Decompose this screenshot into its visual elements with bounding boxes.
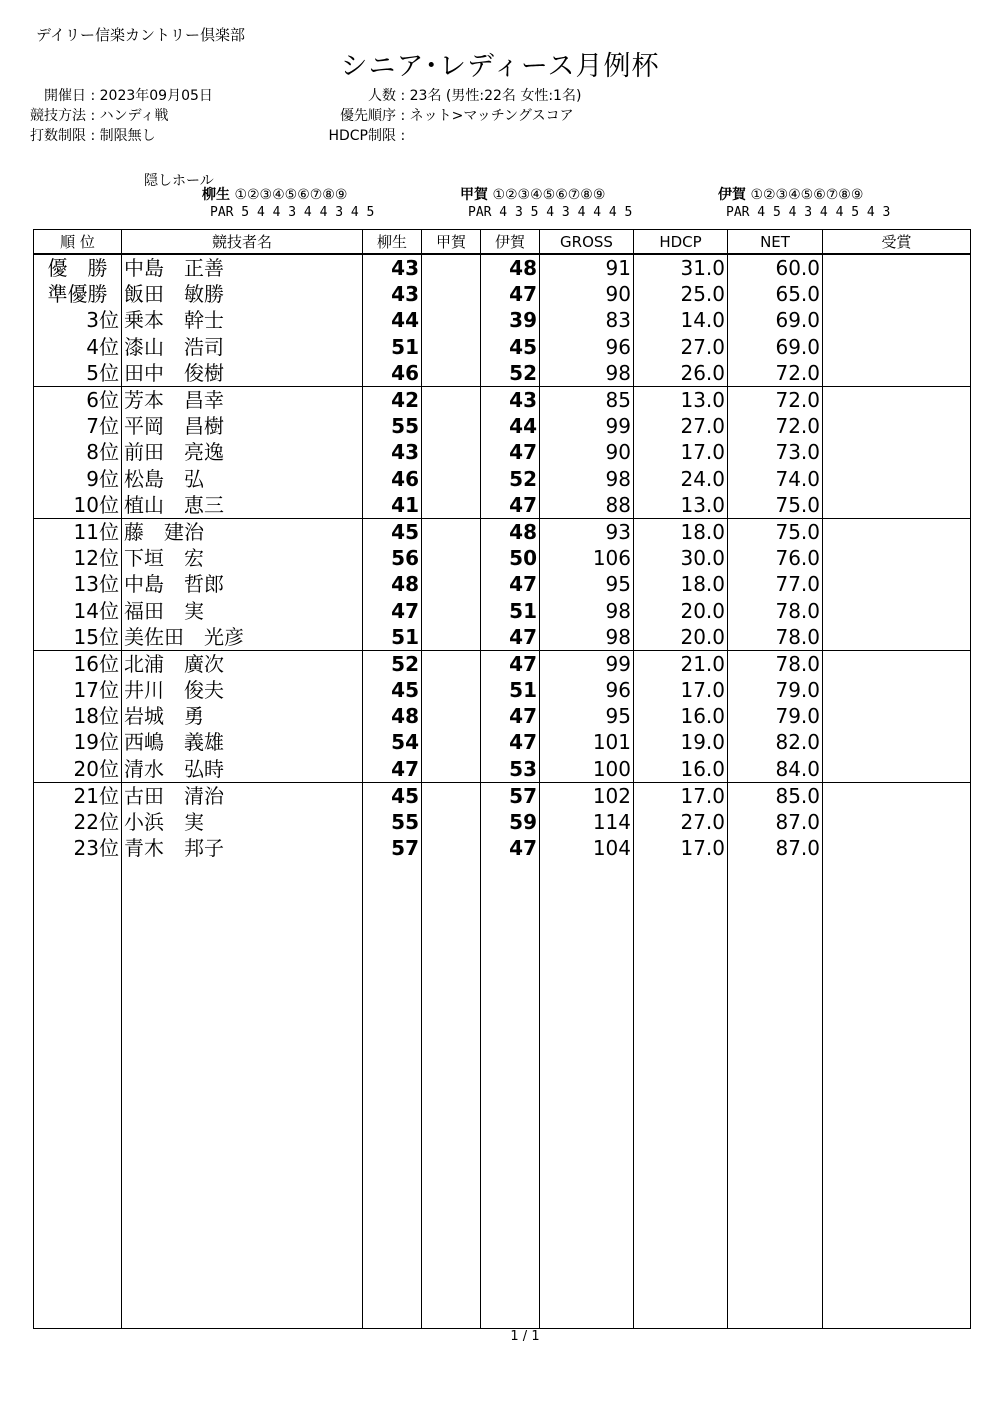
cell-yagyu: 51	[363, 624, 422, 651]
table-row	[34, 650, 971, 677]
table-row	[34, 624, 971, 651]
cell-iga: 50	[481, 545, 540, 571]
cell-net: 87.0	[728, 809, 823, 835]
par-values: PAR 5 4 4 3 4 4 3 4 5	[210, 205, 375, 220]
cell-iga: 51	[481, 597, 540, 623]
cell-name: 漆山 浩司	[122, 334, 363, 360]
cell-gross: 104	[540, 835, 634, 861]
hole-numbers: ①②③④⑤⑥⑦⑧⑨	[234, 187, 348, 203]
meta-date: 開催日 : 2023年09月05日	[0, 86, 213, 106]
table-row	[34, 518, 971, 545]
col-award: 受賞	[823, 230, 971, 255]
cell-koka	[422, 809, 481, 835]
page-number: 1 / 1	[510, 1329, 540, 1344]
cell-yagyu: 43	[363, 254, 422, 281]
table-row	[34, 729, 971, 755]
hidden-holes-iga	[718, 187, 890, 221]
cell-net: 65.0	[728, 281, 823, 307]
cell-iga: 48	[481, 254, 540, 281]
cell-yagyu: 47	[363, 597, 422, 623]
table-row	[34, 334, 971, 360]
table-row	[34, 281, 971, 307]
cell-koka	[422, 492, 481, 519]
cell-iga: 57	[481, 782, 540, 809]
col-hdcp: HDCP	[634, 230, 728, 255]
cell-yagyu: 43	[363, 439, 422, 465]
course-name: 柳生	[202, 187, 230, 203]
cell-name: 中島 正善	[122, 254, 363, 281]
cell-gross: 93	[540, 518, 634, 545]
cell-net: 76.0	[728, 545, 823, 571]
table-row	[34, 677, 971, 703]
cell-yagyu: 43	[363, 281, 422, 307]
cell-koka	[422, 413, 481, 439]
cell-koka	[422, 307, 481, 333]
cell-yagyu: 46	[363, 466, 422, 492]
cell-gross: 83	[540, 307, 634, 333]
cell-award	[823, 334, 971, 360]
empty-cell	[540, 861, 634, 1328]
cell-award	[823, 835, 971, 861]
cell-name: 青木 邦子	[122, 835, 363, 861]
cell-iga: 47	[481, 281, 540, 307]
hidden-holes-title: 隠しホール	[144, 173, 214, 189]
cell-iga: 47	[481, 439, 540, 465]
cell-name: 藤 建治	[122, 518, 363, 545]
hole-numbers: ①②③④⑤⑥⑦⑧⑨	[492, 187, 606, 203]
cell-gross: 91	[540, 254, 634, 281]
meta-limit-value: 制限無し	[99, 128, 156, 144]
cell-yagyu: 52	[363, 650, 422, 677]
page-title: シニア･レディース月例杯	[340, 51, 660, 82]
cell-iga: 52	[481, 466, 540, 492]
cell-rank: 14位	[34, 597, 122, 623]
cell-award	[823, 281, 971, 307]
cell-hdcp: 30.0	[634, 545, 728, 571]
cell-name: 西嶋 義雄	[122, 729, 363, 755]
cell-yagyu: 45	[363, 782, 422, 809]
meta-method-value: ハンディ戦	[99, 108, 169, 124]
cell-name: 下垣 宏	[122, 545, 363, 571]
table-row	[34, 809, 971, 835]
course-name: 甲賀	[460, 187, 488, 203]
cell-name: 清水 弘時	[122, 756, 363, 783]
cell-name: 北浦 廣次	[122, 650, 363, 677]
cell-yagyu: 41	[363, 492, 422, 519]
table-row	[34, 703, 971, 729]
cell-net: 79.0	[728, 677, 823, 703]
cell-net: 79.0	[728, 703, 823, 729]
cell-iga: 48	[481, 518, 540, 545]
cell-gross: 106	[540, 545, 634, 571]
table-row	[34, 466, 971, 492]
cell-gross: 90	[540, 439, 634, 465]
empty-cell	[34, 861, 122, 1328]
cell-net: 60.0	[728, 254, 823, 281]
cell-name: 中島 哲郎	[122, 571, 363, 597]
meta-date-label: 開催日	[44, 88, 86, 104]
cell-rank: 9位	[34, 466, 122, 492]
cell-gross: 95	[540, 703, 634, 729]
cell-iga: 53	[481, 756, 540, 783]
table-row	[34, 413, 971, 439]
cell-award	[823, 624, 971, 651]
cell-yagyu: 44	[363, 307, 422, 333]
meta-right	[292, 86, 581, 146]
cell-yagyu: 56	[363, 545, 422, 571]
cell-net: 72.0	[728, 360, 823, 387]
cell-koka	[422, 254, 481, 281]
cell-net: 78.0	[728, 624, 823, 651]
col-koka: 甲賀	[422, 230, 481, 255]
cell-gross: 95	[540, 571, 634, 597]
cell-name: 前田 亮逸	[122, 439, 363, 465]
cell-award	[823, 413, 971, 439]
cell-hdcp: 31.0	[634, 254, 728, 281]
cell-koka	[422, 571, 481, 597]
table-header	[34, 230, 971, 255]
cell-rank: 6位	[34, 386, 122, 413]
cell-koka	[422, 360, 481, 387]
cell-gross: 100	[540, 756, 634, 783]
cell-name: 小浜 実	[122, 809, 363, 835]
cell-koka	[422, 756, 481, 783]
cell-net: 75.0	[728, 492, 823, 519]
table-row	[34, 254, 971, 281]
cell-koka	[422, 597, 481, 623]
par-values: PAR 4 3 5 4 3 4 4 4 5	[468, 205, 633, 220]
cell-name: 古田 清治	[122, 782, 363, 809]
cell-gross: 98	[540, 624, 634, 651]
cell-gross: 102	[540, 782, 634, 809]
cell-name: 福田 実	[122, 597, 363, 623]
cell-iga: 47	[481, 835, 540, 861]
cell-award	[823, 439, 971, 465]
cell-iga: 44	[481, 413, 540, 439]
cell-name: 田中 俊樹	[122, 360, 363, 387]
cell-award	[823, 254, 971, 281]
meta-date-value: 2023年09月05日	[99, 88, 213, 104]
cell-gross: 96	[540, 677, 634, 703]
cell-yagyu: 51	[363, 334, 422, 360]
cell-rank: 23位	[34, 835, 122, 861]
cell-net: 69.0	[728, 334, 823, 360]
cell-award	[823, 782, 971, 809]
cell-iga: 47	[481, 650, 540, 677]
cell-award	[823, 492, 971, 519]
cell-hdcp: 25.0	[634, 281, 728, 307]
cell-iga: 47	[481, 492, 540, 519]
cell-iga: 39	[481, 307, 540, 333]
cell-hdcp: 17.0	[634, 677, 728, 703]
meta-count: 人数 : 23名 (男性:22名 女性:1名)	[292, 86, 581, 106]
cell-name: 松島 弘	[122, 466, 363, 492]
cell-koka	[422, 545, 481, 571]
col-iga: 伊賀	[481, 230, 540, 255]
table-row	[34, 835, 971, 861]
cell-rank: 3位	[34, 307, 122, 333]
cell-rank: 7位	[34, 413, 122, 439]
cell-name: 岩城 勇	[122, 703, 363, 729]
cell-rank: 21位	[34, 782, 122, 809]
cell-award	[823, 809, 971, 835]
cell-award	[823, 597, 971, 623]
cell-net: 82.0	[728, 729, 823, 755]
empty-cell	[122, 861, 363, 1328]
cell-name: 美佐田 光彦	[122, 624, 363, 651]
cell-award	[823, 307, 971, 333]
cell-koka	[422, 835, 481, 861]
col-net: NET	[728, 230, 823, 255]
cell-rank: 19位	[34, 729, 122, 755]
empty-cell	[634, 861, 728, 1328]
cell-hdcp: 19.0	[634, 729, 728, 755]
cell-hdcp: 20.0	[634, 624, 728, 651]
cell-gross: 96	[540, 334, 634, 360]
meta-priority-label: 優先順序	[340, 108, 396, 124]
table-row	[34, 307, 971, 333]
cell-rank: 15位	[34, 624, 122, 651]
cell-award	[823, 677, 971, 703]
cell-hdcp: 16.0	[634, 703, 728, 729]
cell-hdcp: 18.0	[634, 518, 728, 545]
cell-rank: 優 勝	[34, 254, 122, 281]
col-name: 競技者名	[122, 230, 363, 255]
cell-iga: 47	[481, 729, 540, 755]
cell-net: 72.0	[728, 386, 823, 413]
meta-left	[0, 86, 213, 146]
col-yagyu: 柳生	[363, 230, 422, 255]
cell-iga: 47	[481, 624, 540, 651]
table-row	[34, 756, 971, 783]
cell-yagyu: 55	[363, 809, 422, 835]
cell-award	[823, 756, 971, 783]
cell-rank: 17位	[34, 677, 122, 703]
cell-iga: 43	[481, 386, 540, 413]
cell-rank: 4位	[34, 334, 122, 360]
cell-iga: 51	[481, 677, 540, 703]
cell-name: 飯田 敏勝	[122, 281, 363, 307]
table-row	[34, 571, 971, 597]
cell-hdcp: 16.0	[634, 756, 728, 783]
cell-iga: 52	[481, 360, 540, 387]
cell-koka	[422, 518, 481, 545]
cell-gross: 98	[540, 597, 634, 623]
cell-hdcp: 17.0	[634, 782, 728, 809]
cell-hdcp: 21.0	[634, 650, 728, 677]
cell-yagyu: 42	[363, 386, 422, 413]
cell-rank: 準優勝	[34, 281, 122, 307]
cell-rank: 20位	[34, 756, 122, 783]
cell-rank: 5位	[34, 360, 122, 387]
cell-koka	[422, 677, 481, 703]
table-row	[34, 360, 971, 387]
meta-priority: 優先順序 : ネット>マッチングスコア	[292, 106, 581, 126]
par-values: PAR 4 5 4 3 4 4 5 4 3	[726, 205, 891, 220]
cell-koka	[422, 782, 481, 809]
meta-count-label: 人数	[368, 88, 396, 104]
col-gross: GROSS	[540, 230, 634, 255]
cell-yagyu: 46	[363, 360, 422, 387]
cell-net: 75.0	[728, 518, 823, 545]
cell-hdcp: 17.0	[634, 835, 728, 861]
cell-hdcp: 18.0	[634, 571, 728, 597]
cell-net: 85.0	[728, 782, 823, 809]
cell-award	[823, 571, 971, 597]
meta-limit-label: 打数制限	[30, 128, 86, 144]
table-row	[34, 386, 971, 413]
cell-rank: 12位	[34, 545, 122, 571]
empty-cell	[422, 861, 481, 1328]
cell-rank: 13位	[34, 571, 122, 597]
table-row	[34, 492, 971, 519]
cell-hdcp: 27.0	[634, 809, 728, 835]
table-row	[34, 545, 971, 571]
cell-name: 井川 俊夫	[122, 677, 363, 703]
cell-rank: 22位	[34, 809, 122, 835]
cell-gross: 99	[540, 650, 634, 677]
cell-koka	[422, 334, 481, 360]
cell-hdcp: 24.0	[634, 466, 728, 492]
cell-award	[823, 703, 971, 729]
cell-name: 乗本 幹士	[122, 307, 363, 333]
cell-hdcp: 13.0	[634, 386, 728, 413]
cell-koka	[422, 386, 481, 413]
cell-net: 69.0	[728, 307, 823, 333]
cell-award	[823, 650, 971, 677]
col-rank: 順 位	[34, 230, 122, 255]
cell-rank: 16位	[34, 650, 122, 677]
cell-rank: 18位	[34, 703, 122, 729]
cell-koka	[422, 624, 481, 651]
cell-award	[823, 360, 971, 387]
cell-koka	[422, 703, 481, 729]
cell-rank: 8位	[34, 439, 122, 465]
cell-gross: 114	[540, 809, 634, 835]
cell-net: 78.0	[728, 650, 823, 677]
cell-gross: 99	[540, 413, 634, 439]
empty-cell	[728, 861, 823, 1328]
cell-gross: 98	[540, 466, 634, 492]
cell-net: 87.0	[728, 835, 823, 861]
cell-iga: 45	[481, 334, 540, 360]
meta-method: 競技方法 : ハンディ戦	[0, 106, 213, 126]
cell-yagyu: 47	[363, 756, 422, 783]
cell-net: 73.0	[728, 439, 823, 465]
cell-yagyu: 48	[363, 703, 422, 729]
cell-award	[823, 466, 971, 492]
hidden-holes-koka	[460, 187, 632, 221]
cell-iga: 59	[481, 809, 540, 835]
cell-gross: 85	[540, 386, 634, 413]
table-filler	[34, 861, 971, 1328]
empty-cell	[823, 861, 971, 1328]
cell-net: 74.0	[728, 466, 823, 492]
cell-award	[823, 729, 971, 755]
cell-award	[823, 518, 971, 545]
cell-koka	[422, 650, 481, 677]
club-name: デイリー信楽カントリー倶楽部	[36, 26, 245, 44]
cell-award	[823, 545, 971, 571]
cell-yagyu: 45	[363, 518, 422, 545]
cell-hdcp: 17.0	[634, 439, 728, 465]
table-row	[34, 439, 971, 465]
cell-hdcp: 26.0	[634, 360, 728, 387]
cell-name: 平岡 昌樹	[122, 413, 363, 439]
cell-koka	[422, 466, 481, 492]
cell-hdcp: 20.0	[634, 597, 728, 623]
cell-yagyu: 55	[363, 413, 422, 439]
hole-numbers: ①②③④⑤⑥⑦⑧⑨	[750, 187, 864, 203]
cell-hdcp: 14.0	[634, 307, 728, 333]
cell-award	[823, 386, 971, 413]
hidden-holes-yagyu	[202, 187, 374, 221]
cell-koka	[422, 729, 481, 755]
results-table	[33, 229, 971, 1329]
empty-cell	[363, 861, 422, 1328]
cell-net: 78.0	[728, 597, 823, 623]
cell-koka	[422, 281, 481, 307]
meta-limit: 打数制限 : 制限無し	[0, 126, 213, 146]
cell-net: 72.0	[728, 413, 823, 439]
table-row	[34, 597, 971, 623]
meta-hdcp-label: HDCP制限	[328, 128, 396, 144]
cell-gross: 101	[540, 729, 634, 755]
cell-hdcp: 13.0	[634, 492, 728, 519]
cell-rank: 10位	[34, 492, 122, 519]
meta-count-value: 23名 (男性:22名 女性:1名)	[409, 88, 582, 104]
cell-yagyu: 57	[363, 835, 422, 861]
table-row	[34, 782, 971, 809]
cell-gross: 88	[540, 492, 634, 519]
cell-iga: 47	[481, 703, 540, 729]
cell-net: 77.0	[728, 571, 823, 597]
cell-rank: 11位	[34, 518, 122, 545]
cell-hdcp: 27.0	[634, 334, 728, 360]
cell-name: 植山 恵三	[122, 492, 363, 519]
cell-iga: 47	[481, 571, 540, 597]
cell-name: 芳本 昌幸	[122, 386, 363, 413]
cell-yagyu: 48	[363, 571, 422, 597]
cell-yagyu: 54	[363, 729, 422, 755]
cell-hdcp: 27.0	[634, 413, 728, 439]
cell-gross: 98	[540, 360, 634, 387]
course-name: 伊賀	[718, 187, 746, 203]
meta-method-label: 競技方法	[30, 108, 86, 124]
meta-hdcp: HDCP制限 :	[292, 126, 581, 146]
cell-koka	[422, 439, 481, 465]
cell-gross: 90	[540, 281, 634, 307]
cell-net: 84.0	[728, 756, 823, 783]
empty-cell	[481, 861, 540, 1328]
cell-yagyu: 45	[363, 677, 422, 703]
meta-priority-value: ネット>マッチングスコア	[409, 108, 574, 124]
